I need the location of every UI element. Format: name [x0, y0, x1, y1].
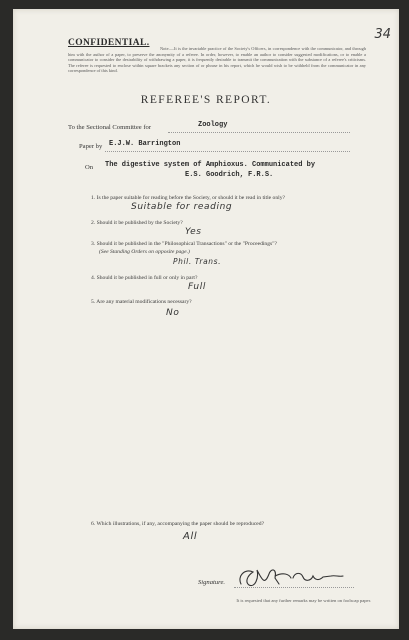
question-2: 2. Should it be published by the Society? [91, 220, 183, 226]
signature-label: Signature. [198, 579, 226, 586]
handwritten-signature [235, 564, 347, 590]
committee-label: To the Sectional Committee for [68, 124, 152, 131]
question-1: 1. Is the paper suitable for reading before the Society, or should it be read in title only? [91, 195, 285, 201]
question-3-subtext: (See Standing Orders on opposite page.) [99, 249, 190, 255]
answer-3: Phil. Trans. [173, 257, 222, 266]
folio-number: 34 [374, 27, 391, 42]
paper-title-line-2: E.S. Goodrich, F.R.S. [185, 171, 274, 179]
question-6: 6. Which illustrations, if any, accompanying the paper should be reproduced? [91, 521, 265, 527]
author-value: E.J.W. Barrington [109, 140, 181, 148]
answer-1: Suitable for reading [131, 202, 233, 212]
committee-rule [168, 132, 350, 133]
paper-by-rule [105, 151, 350, 152]
confidentiality-note: Note.—It is the invariable practice of the Society's Officers, in correspondence with the communicator, and through him with the author of a paper, to preserve the anonymity of a referee. In order, however, to enable an author to consider suggested modifications, or to enable a communicator to consider the desirability of withdrawing a paper, it is frequently desirable to transmit the communication with the substance of a referee's criticisms. The referee is requested to enclose within square brackets any section of or phrase in his report, which he would wish to be withheld from the communicator in any correspondence of this kind. [68, 46, 366, 74]
answer-2: Yes [185, 227, 202, 237]
question-3: 3. Should it be published in the "Philosophical Transactions" or the "Proceedings"? [91, 241, 277, 247]
referee-report-form [13, 9, 399, 629]
paper-title-line-1: The digestive system of Amphioxus. Communicated by [105, 161, 316, 169]
answer-6: All [183, 531, 198, 542]
paper-by-label: Paper by [79, 143, 103, 150]
on-label: On [85, 164, 94, 171]
confidential-heading: CONFIDENTIAL. [68, 38, 150, 48]
question-5: 5. Are any material modifications necessary? [91, 299, 192, 305]
answer-5: No [166, 308, 180, 318]
report-title: REFEREE'S REPORT. [140, 94, 272, 106]
footer-note: It is requested that any further remarks may be written on foolscap paper. [236, 598, 371, 603]
question-4: 4. Should it be published in full or only in part? [91, 275, 198, 281]
answer-4: Full [188, 282, 206, 292]
committee-value: Zoology [198, 121, 228, 129]
